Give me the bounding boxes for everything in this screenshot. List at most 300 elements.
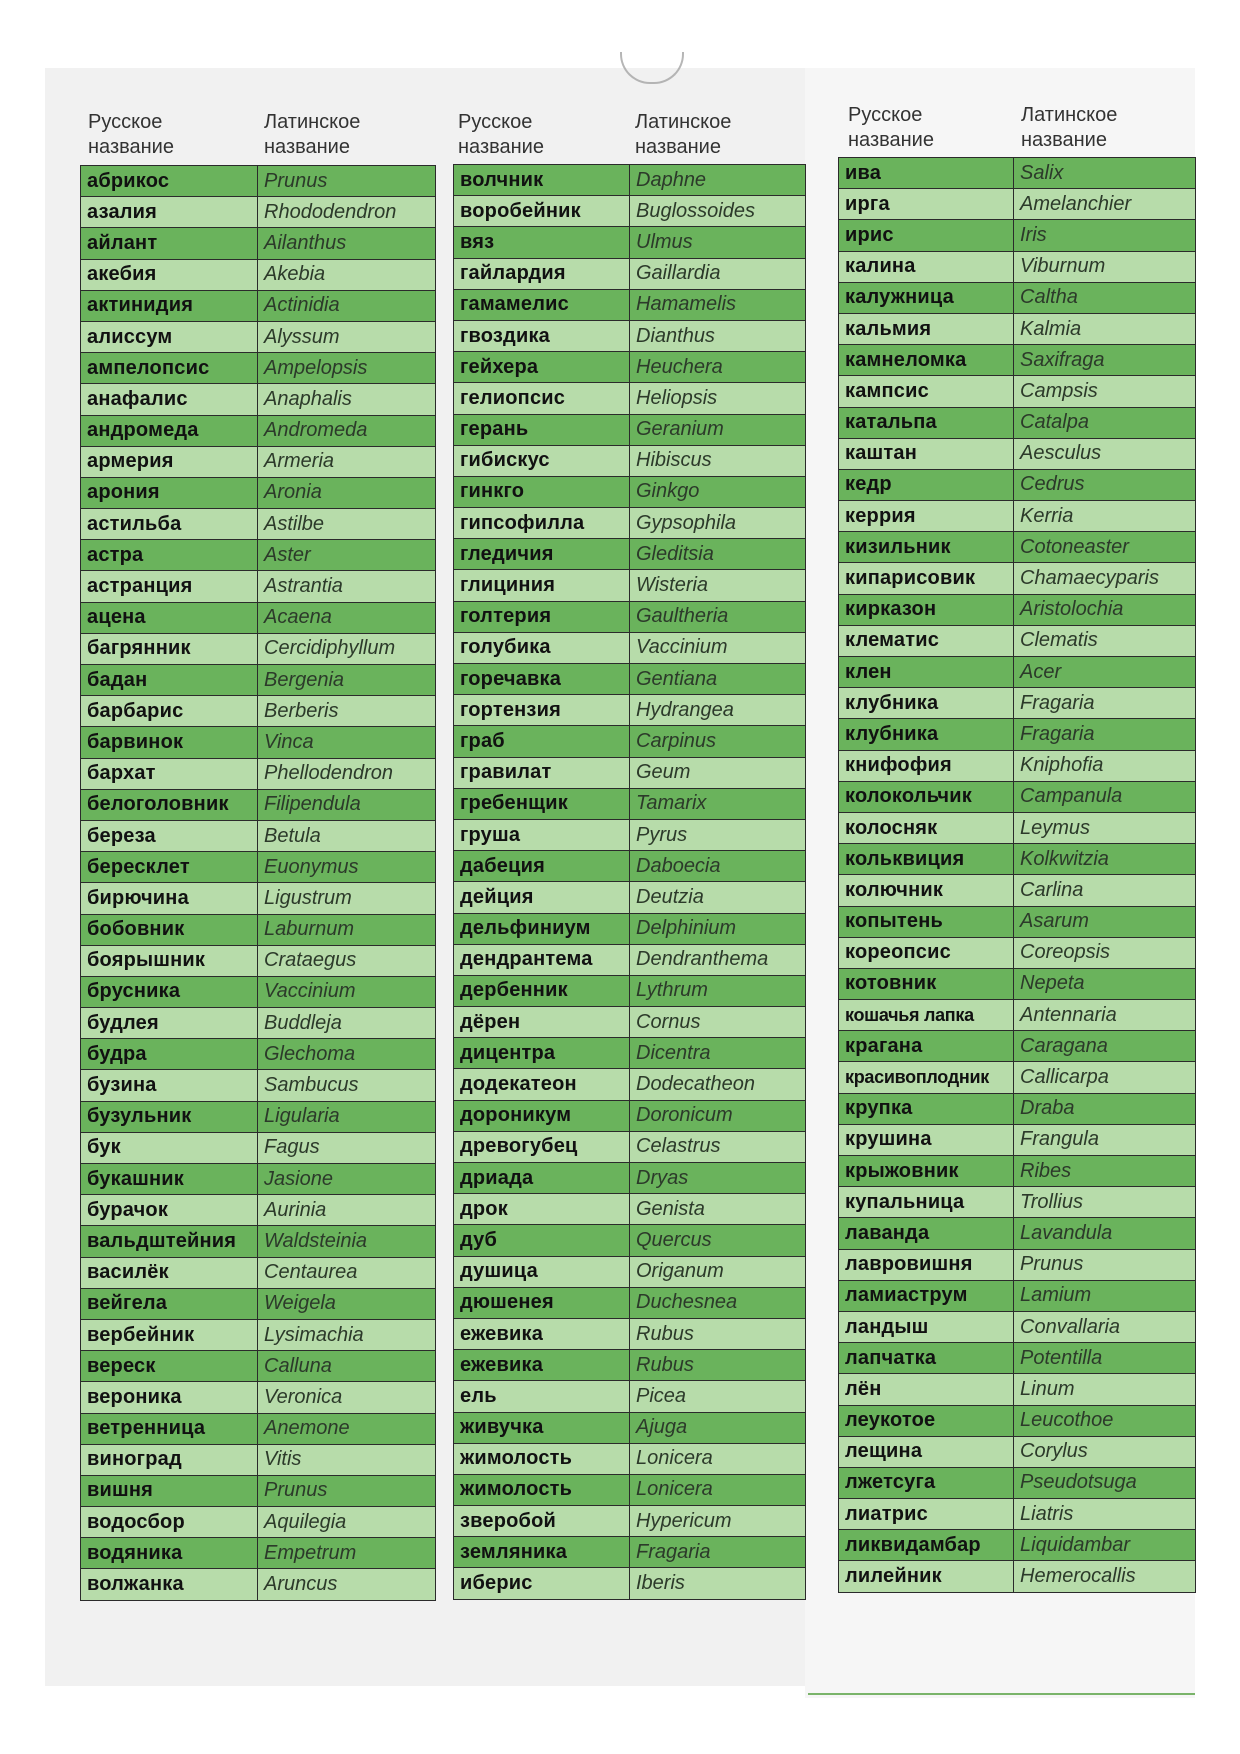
russian-name-cell: гледичия xyxy=(454,539,630,570)
table-column-3 xyxy=(838,103,1195,1683)
table-row xyxy=(454,1225,806,1256)
russian-name-cell: дельфиниум xyxy=(454,913,630,944)
russian-name-cell: лиатрис xyxy=(839,1499,1014,1530)
latin-name-cell: Hibiscus xyxy=(630,445,806,476)
latin-name-cell: Gypsophila xyxy=(630,508,806,539)
russian-name-cell: вереск xyxy=(81,1351,258,1382)
latin-name-cell: Doronicum xyxy=(630,1100,806,1131)
table-row xyxy=(839,1156,1196,1187)
latin-name-cell: Akebia xyxy=(258,259,436,290)
latin-name-cell: Aquilegia xyxy=(258,1507,436,1538)
latin-name-cell: Lonicera xyxy=(630,1443,806,1474)
latin-name-cell: Kerria xyxy=(1014,501,1196,532)
russian-name-cell: купальница xyxy=(839,1187,1014,1218)
russian-name-cell: белоголовник xyxy=(81,789,258,820)
russian-name-cell: астра xyxy=(81,540,258,571)
russian-name-cell: боярышник xyxy=(81,945,258,976)
latin-name-cell: Asarum xyxy=(1014,906,1196,937)
latin-name-cell: Sambucus xyxy=(258,1070,436,1101)
latin-name-cell: Antennaria xyxy=(1014,1000,1196,1031)
russian-name-cell: бурачок xyxy=(81,1195,258,1226)
latin-name-cell: Hypericum xyxy=(630,1506,806,1537)
table-row xyxy=(454,601,806,632)
russian-name-cell: астильба xyxy=(81,509,258,540)
russian-name-cell: дороникум xyxy=(454,1100,630,1131)
latin-name-cell: Pseudotsuga xyxy=(1014,1467,1196,1498)
table-row xyxy=(839,1218,1196,1249)
table-row xyxy=(454,1568,806,1599)
latin-name-cell: Waldsteinia xyxy=(258,1226,436,1257)
latin-name-cell: Vitis xyxy=(258,1444,436,1475)
latin-name-cell: Crataegus xyxy=(258,945,436,976)
latin-name-cell: Origanum xyxy=(630,1256,806,1287)
russian-name-cell: дуб xyxy=(454,1225,630,1256)
table-row xyxy=(839,1311,1196,1342)
table-row xyxy=(839,688,1196,719)
table-row xyxy=(454,1412,806,1443)
latin-name-cell: Caltha xyxy=(1014,282,1196,313)
table-row xyxy=(839,1436,1196,1467)
latin-name-cell: Buglossoides xyxy=(630,196,806,227)
latin-name-cell: Rubus xyxy=(630,1350,806,1381)
russian-name-cell: жимолость xyxy=(454,1443,630,1474)
latin-name-cell: Viburnum xyxy=(1014,251,1196,282)
russian-name-cell: айлант xyxy=(81,228,258,259)
latin-name-cell: Prunus xyxy=(1014,1249,1196,1280)
table-row xyxy=(839,1249,1196,1280)
table-row xyxy=(81,571,436,602)
latin-name-cell: Lythrum xyxy=(630,975,806,1006)
latin-name-cell: Aruncus xyxy=(258,1569,436,1600)
latin-name-cell: Campanula xyxy=(1014,781,1196,812)
latin-name-cell: Trollius xyxy=(1014,1187,1196,1218)
russian-name-cell: каштан xyxy=(839,438,1014,469)
russian-name-cell: бархат xyxy=(81,758,258,789)
russian-name-cell: вальдштейния xyxy=(81,1226,258,1257)
latin-name-cell: Vinca xyxy=(258,727,436,758)
latin-name-cell: Dianthus xyxy=(630,320,806,351)
latin-name-cell: Tamarix xyxy=(630,788,806,819)
table-row xyxy=(454,851,806,882)
russian-name-cell: дрок xyxy=(454,1194,630,1225)
latin-name-cell: Geum xyxy=(630,757,806,788)
table-row xyxy=(454,726,806,757)
table-row xyxy=(81,446,436,477)
russian-name-cell: дицентра xyxy=(454,1038,630,1069)
russian-name-cell: клен xyxy=(839,657,1014,688)
table-row xyxy=(454,352,806,383)
latin-name-cell: Dicentra xyxy=(630,1038,806,1069)
table-row xyxy=(454,508,806,539)
russian-name-cell: волжанка xyxy=(81,1569,258,1600)
russian-name-cell: брусника xyxy=(81,976,258,1007)
header-russian-name: Русское название xyxy=(848,104,934,151)
latin-name-cell: Lonicera xyxy=(630,1474,806,1505)
russian-name-cell: древогубец xyxy=(454,1131,630,1162)
latin-name-cell: Wisteria xyxy=(630,570,806,601)
table-row xyxy=(839,1000,1196,1031)
table-row xyxy=(839,158,1196,189)
latin-name-cell: Prunus xyxy=(258,166,436,197)
russian-name-cell: гамамелис xyxy=(454,289,630,320)
latin-name-cell: Leymus xyxy=(1014,812,1196,843)
latin-name-cell: Empetrum xyxy=(258,1538,436,1569)
latin-name-cell: Calluna xyxy=(258,1351,436,1382)
russian-name-cell: кипарисовик xyxy=(839,563,1014,594)
russian-name-cell: водяника xyxy=(81,1538,258,1569)
table-row xyxy=(454,1381,806,1412)
russian-name-cell: дейция xyxy=(454,882,630,913)
table-row xyxy=(839,1062,1196,1093)
latin-name-cell: Weigela xyxy=(258,1288,436,1319)
latin-name-cell: Geranium xyxy=(630,414,806,445)
header-latin-name: Латинское название xyxy=(1021,104,1118,151)
russian-name-cell: вишня xyxy=(81,1475,258,1506)
header-russian-name: Русское название xyxy=(458,111,544,158)
russian-name-cell: леукотое xyxy=(839,1405,1014,1436)
table-row xyxy=(81,1132,436,1163)
latin-name-cell: Fragaria xyxy=(1014,688,1196,719)
latin-name-cell: Actinidia xyxy=(258,290,436,321)
russian-name-cell: кедр xyxy=(839,469,1014,500)
table-row xyxy=(81,353,436,384)
table-row xyxy=(454,383,806,414)
table-row xyxy=(839,345,1196,376)
russian-name-cell: красивоплодник xyxy=(839,1062,1014,1093)
table-row xyxy=(81,945,436,976)
table-row xyxy=(454,320,806,351)
russian-name-cell: лилейник xyxy=(839,1561,1014,1592)
table-row xyxy=(454,227,806,258)
table-row xyxy=(839,251,1196,282)
table-row xyxy=(81,1070,436,1101)
table-row xyxy=(839,1187,1196,1218)
latin-name-cell: Corylus xyxy=(1014,1436,1196,1467)
table-row xyxy=(454,1350,806,1381)
table-row xyxy=(454,913,806,944)
latin-name-cell: Fragaria xyxy=(630,1537,806,1568)
header-latin-name: Латинское название xyxy=(264,111,361,158)
russian-name-cell: земляника xyxy=(454,1537,630,1568)
table-row xyxy=(81,1444,436,1475)
russian-name-cell: колючник xyxy=(839,875,1014,906)
russian-name-cell: кореопсис xyxy=(839,937,1014,968)
russian-name-cell: гребенщик xyxy=(454,788,630,819)
latin-name-cell: Clematis xyxy=(1014,625,1196,656)
latin-name-cell: Liatris xyxy=(1014,1499,1196,1530)
latin-name-cell: Vaccinium xyxy=(258,976,436,1007)
russian-name-cell: дюшенея xyxy=(454,1287,630,1318)
russian-name-cell: ива xyxy=(839,158,1014,189)
table-row xyxy=(81,1319,436,1350)
latin-name-cell: Caragana xyxy=(1014,1031,1196,1062)
table-row xyxy=(839,1031,1196,1062)
table-row xyxy=(839,906,1196,937)
table-row xyxy=(81,540,436,571)
table-row xyxy=(81,1226,436,1257)
latin-name-cell: Cotoneaster xyxy=(1014,532,1196,563)
russian-name-cell: барвинок xyxy=(81,727,258,758)
russian-name-cell: вяз xyxy=(454,227,630,258)
latin-name-cell: Quercus xyxy=(630,1225,806,1256)
table-row xyxy=(454,1131,806,1162)
latin-name-cell: Fragaria xyxy=(1014,719,1196,750)
russian-name-cell: азалия xyxy=(81,197,258,228)
latin-name-cell: Anemone xyxy=(258,1413,436,1444)
latin-name-cell: Potentilla xyxy=(1014,1343,1196,1374)
table-row xyxy=(81,1351,436,1382)
header-latin-name: Латинское название xyxy=(635,111,732,158)
table-row xyxy=(81,166,436,197)
table-row xyxy=(839,625,1196,656)
latin-name-cell: Gaultheria xyxy=(630,601,806,632)
table-row xyxy=(454,975,806,1006)
table-row xyxy=(81,1101,436,1132)
table-row xyxy=(454,1443,806,1474)
russian-name-cell: вероника xyxy=(81,1382,258,1413)
table-row xyxy=(81,415,436,446)
plant-names-table-2 xyxy=(453,164,806,1600)
russian-name-cell: бадан xyxy=(81,665,258,696)
latin-name-cell: Catalpa xyxy=(1014,407,1196,438)
latin-name-cell: Liquidambar xyxy=(1014,1530,1196,1561)
latin-name-cell: Lavandula xyxy=(1014,1218,1196,1249)
latin-name-cell: Deutzia xyxy=(630,882,806,913)
table-row xyxy=(81,789,436,820)
russian-name-cell: будра xyxy=(81,1039,258,1070)
table-row xyxy=(839,1561,1196,1592)
latin-name-cell: Fagus xyxy=(258,1132,436,1163)
table-row xyxy=(454,289,806,320)
latin-name-cell: Convallaria xyxy=(1014,1311,1196,1342)
russian-name-cell: гелиопсис xyxy=(454,383,630,414)
table-row xyxy=(839,1093,1196,1124)
table-row xyxy=(81,914,436,945)
table-row xyxy=(839,1343,1196,1374)
bottom-rule xyxy=(808,1693,1195,1695)
latin-name-cell: Heliopsis xyxy=(630,383,806,414)
russian-name-cell: гибискус xyxy=(454,445,630,476)
latin-name-cell: Acaena xyxy=(258,602,436,633)
russian-name-cell: лаванда xyxy=(839,1218,1014,1249)
russian-name-cell: лавровишня xyxy=(839,1249,1014,1280)
russian-name-cell: кампсис xyxy=(839,376,1014,407)
table-row xyxy=(454,570,806,601)
latin-name-cell: Kalmia xyxy=(1014,313,1196,344)
table-row xyxy=(839,844,1196,875)
russian-name-cell: калина xyxy=(839,251,1014,282)
russian-name-cell: клематис xyxy=(839,625,1014,656)
table-row xyxy=(81,727,436,758)
russian-name-cell: ежевика xyxy=(454,1318,630,1349)
latin-name-cell: Phellodendron xyxy=(258,758,436,789)
russian-name-cell: дабеция xyxy=(454,851,630,882)
table-row xyxy=(839,1467,1196,1498)
latin-name-cell: Delphinium xyxy=(630,913,806,944)
russian-name-cell: букашник xyxy=(81,1164,258,1195)
table-row xyxy=(81,883,436,914)
latin-name-cell: Dryas xyxy=(630,1163,806,1194)
table-row xyxy=(454,414,806,445)
latin-name-cell: Ajuga xyxy=(630,1412,806,1443)
table-column-2 xyxy=(453,110,805,1670)
russian-name-cell: ежевика xyxy=(454,1350,630,1381)
latin-name-cell: Astilbe xyxy=(258,509,436,540)
table-row xyxy=(454,1537,806,1568)
latin-name-cell: Aristolochia xyxy=(1014,594,1196,625)
table-row xyxy=(839,1499,1196,1530)
table-row xyxy=(454,1506,806,1537)
russian-name-cell: клубника xyxy=(839,719,1014,750)
table-row xyxy=(454,1287,806,1318)
russian-name-cell: абрикос xyxy=(81,166,258,197)
table-row xyxy=(454,1474,806,1505)
russian-name-cell: жимолость xyxy=(454,1474,630,1505)
russian-name-cell: катальпа xyxy=(839,407,1014,438)
table-row xyxy=(81,976,436,1007)
russian-name-cell: гипсофилла xyxy=(454,508,630,539)
table-row xyxy=(839,282,1196,313)
latin-name-cell: Pyrus xyxy=(630,819,806,850)
table-row xyxy=(81,633,436,664)
russian-name-cell: дербенник xyxy=(454,975,630,1006)
russian-name-cell: андромеда xyxy=(81,415,258,446)
table-row xyxy=(839,657,1196,688)
russian-name-cell: крагана xyxy=(839,1031,1014,1062)
russian-name-cell: бузульник xyxy=(81,1101,258,1132)
russian-name-cell: лещина xyxy=(839,1436,1014,1467)
latin-name-cell: Genista xyxy=(630,1194,806,1225)
latin-name-cell: Gleditsia xyxy=(630,539,806,570)
latin-name-cell: Heuchera xyxy=(630,352,806,383)
latin-name-cell: Aronia xyxy=(258,477,436,508)
latin-name-cell: Carpinus xyxy=(630,726,806,757)
russian-name-cell: гейхера xyxy=(454,352,630,383)
russian-name-cell: ирис xyxy=(839,220,1014,251)
latin-name-cell: Duchesnea xyxy=(630,1287,806,1318)
russian-name-cell: барбарис xyxy=(81,696,258,727)
latin-name-cell: Callicarpa xyxy=(1014,1062,1196,1093)
russian-name-cell: анафалис xyxy=(81,384,258,415)
russian-name-cell: ветренница xyxy=(81,1413,258,1444)
latin-name-cell: Hydrangea xyxy=(630,695,806,726)
russian-name-cell: живучка xyxy=(454,1412,630,1443)
table-row xyxy=(454,632,806,663)
table-row xyxy=(839,812,1196,843)
russian-name-cell: бук xyxy=(81,1132,258,1163)
table-row xyxy=(839,469,1196,500)
table-row xyxy=(81,1475,436,1506)
latin-name-cell: Prunus xyxy=(258,1475,436,1506)
russian-name-cell: будлея xyxy=(81,1008,258,1039)
table-row xyxy=(81,820,436,851)
russian-name-cell: кальмия xyxy=(839,313,1014,344)
table-row xyxy=(839,1280,1196,1311)
table-row xyxy=(81,602,436,633)
latin-name-cell: Kniphofia xyxy=(1014,750,1196,781)
russian-name-cell: кирказон xyxy=(839,594,1014,625)
table-row xyxy=(454,1007,806,1038)
latin-name-cell: Cornus xyxy=(630,1007,806,1038)
russian-name-cell: армерия xyxy=(81,446,258,477)
russian-name-cell: дриада xyxy=(454,1163,630,1194)
table-row xyxy=(81,228,436,259)
table-row xyxy=(839,438,1196,469)
russian-name-cell: глициния xyxy=(454,570,630,601)
latin-name-cell: Ligularia xyxy=(258,1101,436,1132)
table-row xyxy=(839,1124,1196,1155)
table-row xyxy=(454,196,806,227)
russian-name-cell: бересклет xyxy=(81,852,258,883)
russian-name-cell: ацена xyxy=(81,602,258,633)
russian-name-cell: василёк xyxy=(81,1257,258,1288)
latin-name-cell: Veronica xyxy=(258,1382,436,1413)
table-row xyxy=(454,1163,806,1194)
russian-name-cell: арония xyxy=(81,477,258,508)
latin-name-cell: Anaphalis xyxy=(258,384,436,415)
column-header-1 xyxy=(80,110,435,166)
table-row xyxy=(454,1194,806,1225)
latin-name-cell: Lysimachia xyxy=(258,1319,436,1350)
table-row xyxy=(839,781,1196,812)
table-row xyxy=(454,476,806,507)
russian-name-cell: иберис xyxy=(454,1568,630,1599)
latin-name-cell: Dodecatheon xyxy=(630,1069,806,1100)
russian-name-cell: лжетсуга xyxy=(839,1467,1014,1498)
latin-name-cell: Vaccinium xyxy=(630,632,806,663)
russian-name-cell: зверобой xyxy=(454,1506,630,1537)
latin-name-cell: Ampelopsis xyxy=(258,353,436,384)
latin-name-cell: Frangula xyxy=(1014,1124,1196,1155)
column-header-3 xyxy=(838,103,1195,159)
russian-name-cell: горечавка xyxy=(454,664,630,695)
latin-name-cell: Buddleja xyxy=(258,1008,436,1039)
table-row xyxy=(839,968,1196,999)
latin-name-cell: Lamium xyxy=(1014,1280,1196,1311)
russian-name-cell: дёрен xyxy=(454,1007,630,1038)
table-row xyxy=(454,445,806,476)
latin-name-cell: Draba xyxy=(1014,1093,1196,1124)
russian-name-cell: ликвидамбар xyxy=(839,1530,1014,1561)
russian-name-cell: актинидия xyxy=(81,290,258,321)
latin-name-cell: Salix xyxy=(1014,158,1196,189)
latin-name-cell: Cercidiphyllum xyxy=(258,633,436,664)
table-row xyxy=(81,1538,436,1569)
latin-name-cell: Andromeda xyxy=(258,415,436,446)
table-row xyxy=(839,563,1196,594)
russian-name-cell: багрянник xyxy=(81,633,258,664)
russian-name-cell: копытень xyxy=(839,906,1014,937)
table-row xyxy=(839,313,1196,344)
russian-name-cell: вейгела xyxy=(81,1288,258,1319)
table-row xyxy=(454,695,806,726)
table-row xyxy=(81,509,436,540)
table-row xyxy=(454,819,806,850)
latin-name-cell: Saxifraga xyxy=(1014,345,1196,376)
latin-name-cell: Celastrus xyxy=(630,1131,806,1162)
latin-name-cell: Jasione xyxy=(258,1164,436,1195)
latin-name-cell: Chamaecyparis xyxy=(1014,563,1196,594)
russian-name-cell: ландыш xyxy=(839,1311,1014,1342)
russian-name-cell: крупка xyxy=(839,1093,1014,1124)
latin-name-cell: Ribes xyxy=(1014,1156,1196,1187)
table-row xyxy=(839,1530,1196,1561)
latin-name-cell: Glechoma xyxy=(258,1039,436,1070)
latin-name-cell: Hamamelis xyxy=(630,289,806,320)
latin-name-cell: Centaurea xyxy=(258,1257,436,1288)
table-row xyxy=(81,665,436,696)
table-row xyxy=(454,882,806,913)
